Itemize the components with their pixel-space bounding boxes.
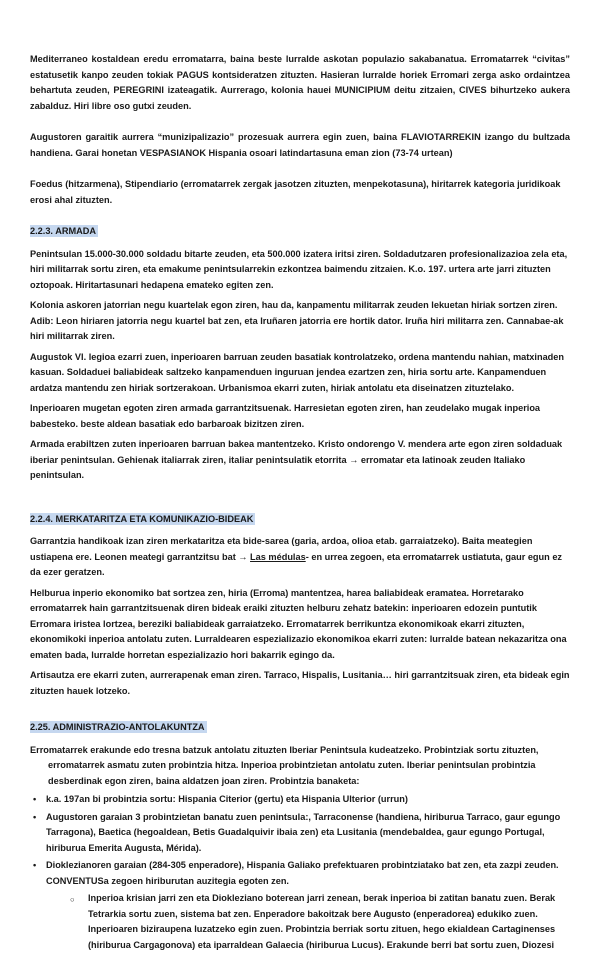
paragraph-merkataritza-1 xyxy=(30,534,570,581)
heading-highlight: 2.2.3. ARMADA xyxy=(30,226,97,236)
paragraph-intro-2: Augustoren garaitik aurrera “munizipalizazio” prozesuak aurrera egin zuen, baina FLAVIOTARREKIN izango du bultzada handiena. Garai honetan VESPASIANOK Hispania osoari latindartasuna eman zion (73-74 urtean) xyxy=(30,132,570,158)
paragraph-merkataritza-2: Helburua inperio ekonomiko bat sortzea zen, hiria (Erroma) mantentzea, harea baliabideak eramatea. Horretarako erromatarrek hain garrantzitsuenak diren bideak eraiki zituzten helburu zehatz batekin: inperioaren edozein puntutik Erromara iristea lortzea, bereziki baliabideak garraiatzeko. Erromatarrek berrikuntza ekonomikoak ekarri zituzten, ekonomikoki inperioa antolatu zuten. Lurraldearen espezializazio ekonomikoa ekarri zuten: lurralde batean nekazaritza ona ematen bada, lurralde horretan espezializazio hori bakarrik egingo da. xyxy=(30,587,567,660)
paragraph-armada-2: Kolonia askoren jatorrian negu kuartelak egon ziren, hau da, kanpamentu militarrak zeuden lekuetan hiriak sortzen ziren. Adib: Leon hiriaren jatorria negu kuartel bat zen, eta Iruñaren jatorria ere hortik dator. Iruña hiri militarra zen. Cannabae-ak hiri militarrak ziren. xyxy=(30,300,564,341)
heading-highlight: 2.25. ADMINISTRAZIO-ANTOLAKUNTZA xyxy=(30,722,205,732)
province-bullet-list xyxy=(30,792,570,953)
section-heading-administrazio xyxy=(30,720,570,736)
section-heading-merkataritza xyxy=(30,512,570,528)
paragraph-administrazio-intro: Erromatarrek erakunde edo tresna batzuk antolatu zituzten Iberiar Penintsula kudeatzeko. Probintziak sortu zituzten, erromatarrek asmatu zuten probintzia hitza. Inperioa probintzietan antolatu zuten. Iberiar penintsulan probintzia desberdinak egon ziren, baina aldatzen joan ziren. Probintzia banaketa: xyxy=(30,744,539,786)
paragraph-intro-3: Foedus (hitzarmena), Stipendiario (erromatarrek zergak jasotzen zituzten, menpekotasuna), hiritarrek kategoria juridikoak erosi ahal zituzten. xyxy=(30,179,561,205)
section-heading-armada xyxy=(30,224,570,240)
list-item xyxy=(30,858,570,953)
diocletian-sub-list xyxy=(46,891,570,953)
paragraph-armada-1: Penintsulan 15.000-30.000 soldadu bitarte zeuden, eta 500.000 izatera iritsi ziren. Soldadutzaren profesionalizazioa zela eta, hiri militarrak sortu ziren, eta emakume penintsularrekin ezkontzea baimendu zitzaien. K.o. 197. urtera arte jarri zituzten oztopoak. Hiritartasunari hedapena emateko egiten zen. xyxy=(30,248,568,290)
sub-list-item: ○ Inperioa krisian jarri zen eta Diokleziano boterean jarri zenean, berak inperioa bi zatitan banatu zuen. Berak Tetrarkia sortu zuen, sistema bat zen. Enperadore bakoitzak bere Augusto (enperadorea) edukiko zuen. Inperioaren biziraupena luzatzeko egin zuen. Probintzia berriak sortu zituen, hego ekialdean Cartaginenses (hiriburua Cargagonova) eta iparraldean Galaecia (hiriburua Lucus). Erakunde berri bat sortu zuen, Diozesi xyxy=(46,891,570,953)
list-item-text: Dioklezianoren garaian (284-305 enperadore), Hispania Galiako prefektuaren probintziatako bat zen, eta zazpi zeuden. CONVENTUSa zegoen hiriburutan auzitegia egoten zen. xyxy=(46,860,559,886)
underlined-term: Las médulas xyxy=(250,551,306,562)
paragraph-armada-5: Armada erabiltzen zuten inperioaren barruan bakea mantentzeko. Kristo ondorengo V. mendera arte egon ziren soldaduak iberiar penintsulan. Gehienak italiarrak ziren, italiar penintsulatik etorrita → erromatar eta latinoak zeuden Italiako penintsulan. xyxy=(30,439,563,480)
heading-highlight: 2.2.4. MERKATARITZA ETA KOMUNIKAZIO-BIDEAK xyxy=(30,513,254,524)
paragraph-armada-4: Inperioaren mugetan egoten ziren armada garrantzitsuenak. Harresietan egoten ziren, han zeudelako mugak inperioa babesteko. beste aldean basatiak edo barbaroak bizitzen ziren. xyxy=(30,403,541,429)
list-item: • k.a. 197an bi probintzia sortu: Hispania Citerior (gertu) eta Hispania Ulterior (urrun) xyxy=(30,792,570,808)
paragraph-text: - en urrea zegoen, eta erromatarrek ustiatuta, gaur egun ez da ezer geratzen. xyxy=(30,551,563,577)
paragraph-armada-3: Augustok VI. legioa ezarri zuen, inperioaren barruan zeuden basatiak kontrolatzeko, ordena mantendu nahian, matxinaden kasuan. Soldaduei baliabideak saltzeko kanpamenduen inguruan jendea ezartzen zen, hiria sortu arte. Kanpamenduen ardatza mantendu zen hiriak sortzerakoan. Urbanismoa ekarri zuten, hiriak antolatu eta diseinatzen zituztelako. xyxy=(30,351,565,393)
paragraph-merkataritza-3: Artisautza ere ekarri zuten, aurrerapenak eman ziren. Tarraco, Hispalis, Lusitania… hiri garrantzitsuak ziren, eta bideak egin zituzten hauek lotzeko. xyxy=(30,670,570,696)
paragraph-intro-1: Mediterraneo kostaldean eredu erromatarra, baina beste lurralde askotan populazio sakabanatua. Erromatarrek “civitas” estatusetik kanpo zeuden tokiak PAGUS kontsideratzen zituzten. Hasieran lurralde horiek Erromari zerga asko ordaintzea behartuta zeuden, PEREGRINI izateagatik. Aurrerago, kolonia hauei MUNICIPIUM deitu zitzaien, CIVES bihurtzeko aukera zabalduz. Hiri libre oso gutxi zeuden. xyxy=(30,54,570,111)
paragraph-text: Garrantzia handikoak izan ziren merkataritza eta bide-sarea (garia, ardoa, olioa etab. garraiatzeko). Baita meategien ustiapena ere. Leonen meategi garrantzitsu bat → xyxy=(30,536,533,562)
list-item: • Augustoren garaian 3 probintzietan banatu zuen penintsula:, Tarraconense (handiena, hiriburua Tarraco, gaur egungo Tarragona), Baetica (hegoaldean, Betis Guadalquivir ibaia zen) eta Lusitania (mendebaldea, gaur egungo Portugal, hiriburua Emerita Augusta, Mérida). xyxy=(30,810,570,857)
